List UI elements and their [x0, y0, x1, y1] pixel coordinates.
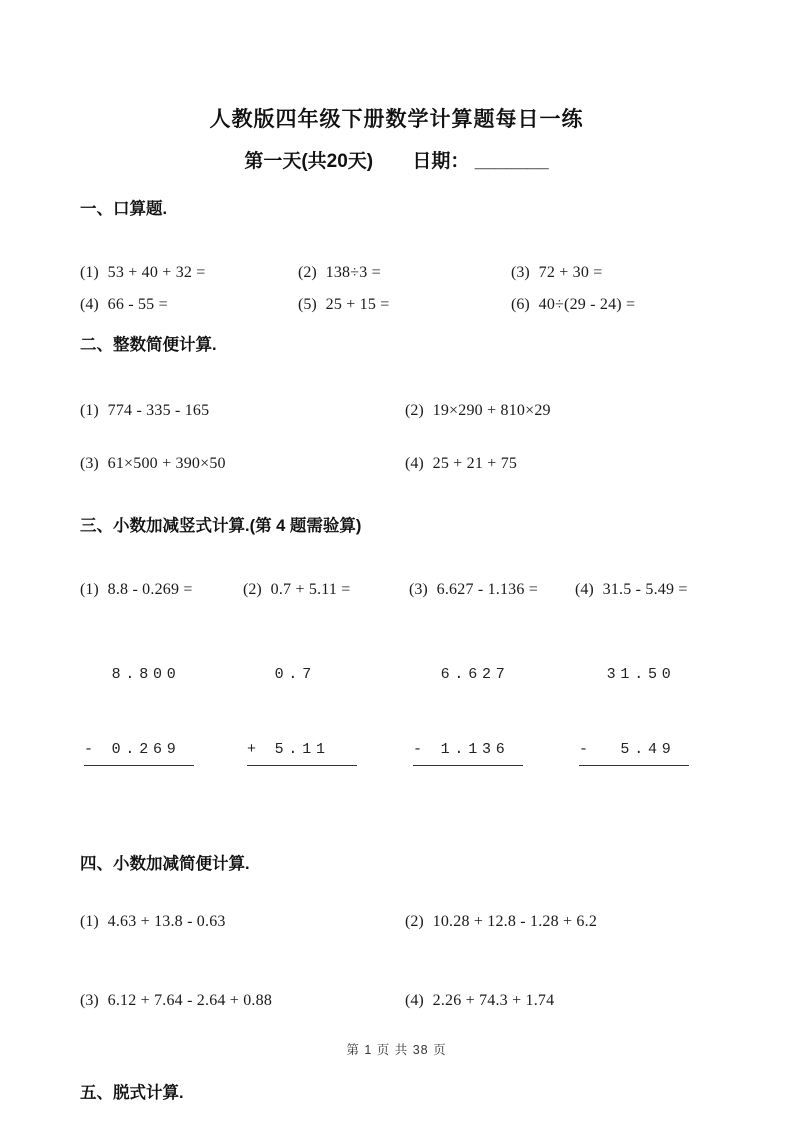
page-subtitle	[80, 149, 713, 175]
stack-bottom-operand: - 0.269	[84, 737, 194, 766]
vertical-problems-grid	[80, 579, 713, 600]
vertical-problem-3	[409, 579, 575, 600]
problem-expression: 66 - 55 =	[107, 296, 168, 313]
oral-problem-4	[80, 294, 298, 315]
problem-number: (1)	[80, 264, 99, 281]
problem-expression: 138÷3 =	[325, 264, 381, 281]
oral-problem-5	[298, 294, 511, 315]
subtitle-day: 第一天(共20天)	[244, 151, 374, 172]
problem-expression: 6.12 + 7.64 - 2.64 + 0.88	[107, 992, 273, 1009]
problem-number: (2)	[405, 402, 424, 419]
problem-expression: 4.63 + 13.8 - 0.63	[107, 913, 226, 930]
vertical-stacks-grid	[80, 612, 713, 816]
vertical-stack-cell	[80, 612, 243, 816]
vertical-problem-4	[575, 579, 713, 600]
integer-problem-3	[80, 453, 405, 474]
problem-expression: 31.5 - 5.49 =	[602, 581, 688, 598]
problem-number: (4)	[80, 296, 99, 313]
problem-number: (4)	[405, 992, 424, 1009]
problem-number: (1)	[80, 581, 99, 598]
vertical-stack-cell	[243, 612, 409, 816]
date-blank-line: _______	[474, 151, 549, 172]
problem-expression: 61×500 + 390×50	[107, 455, 226, 472]
problem-expression: 2.26 + 74.3 + 1.74	[432, 992, 555, 1009]
vertical-problem-1	[80, 579, 243, 600]
section-step-heading: 五、脱式计算.	[80, 1084, 184, 1102]
problem-expression: 8.8 - 0.269 =	[107, 581, 193, 598]
decimal-problem-3	[80, 990, 405, 1011]
stack-top-operand: 8.800	[84, 666, 181, 683]
oral-problem-2	[298, 262, 511, 283]
stack-top-operand: 31.50	[579, 666, 676, 683]
vertical-calc-stack-1	[84, 612, 194, 816]
integer-problem-1	[80, 400, 405, 421]
problem-number: (4)	[405, 455, 424, 472]
problem-expression: 72 + 30 =	[538, 264, 603, 281]
problem-number: (3)	[511, 264, 530, 281]
page-footer: 第 1 页 共 38 页	[346, 1043, 447, 1057]
stack-bottom-operand: - 5.49	[579, 737, 689, 766]
decimal-problem-4	[405, 990, 713, 1011]
integer-problem-2	[405, 400, 713, 421]
problem-number: (2)	[298, 264, 317, 281]
problem-number: (2)	[405, 913, 424, 930]
vertical-stack-cell	[409, 612, 575, 816]
problem-number: (1)	[80, 402, 99, 419]
problem-expression: 53 + 40 + 32 =	[107, 264, 206, 281]
problem-expression: 19×290 + 810×29	[432, 402, 551, 419]
section-decimal-heading: 四、小数加减简便计算.	[80, 855, 250, 873]
stack-top-operand: 6.627	[413, 666, 510, 683]
page-title: 人教版四年级下册数学计算题每日一练	[209, 108, 584, 131]
oral-problem-3	[511, 262, 713, 283]
problem-number: (2)	[243, 581, 262, 598]
oral-problem-1	[80, 262, 298, 283]
problem-expression: 774 - 335 - 165	[107, 402, 210, 419]
problem-expression: 10.28 + 12.8 - 1.28 + 6.2	[432, 913, 598, 930]
integer-problem-4	[405, 453, 713, 474]
problem-number: (5)	[298, 296, 317, 313]
vertical-calc-stack-2	[247, 612, 357, 816]
problem-number: (3)	[409, 581, 428, 598]
problem-expression: 25 + 15 =	[325, 296, 390, 313]
section-integer-heading: 二、整数简便计算.	[80, 336, 217, 354]
problem-number: (4)	[575, 581, 594, 598]
problem-number: (3)	[80, 992, 99, 1009]
decimal-problem-1	[80, 911, 405, 932]
stack-top-operand: 0.7	[247, 666, 317, 683]
vertical-calc-stack-3	[413, 612, 523, 816]
oral-problem-6	[511, 294, 713, 315]
decimal-problem-2	[405, 911, 713, 932]
problem-expression: 0.7 + 5.11 =	[270, 581, 351, 598]
problem-expression: 25 + 21 + 75	[432, 455, 518, 472]
integer-problems-grid	[80, 400, 713, 474]
problem-number: (3)	[80, 455, 99, 472]
decimal-problems-grid	[80, 911, 713, 1011]
problem-number: (6)	[511, 296, 530, 313]
vertical-problem-2	[243, 579, 409, 600]
problem-expression: 40÷(29 - 24) =	[538, 296, 636, 313]
date-label: 日期：	[412, 151, 470, 172]
problem-number: (1)	[80, 913, 99, 930]
stack-bottom-operand: - 1.136	[413, 737, 523, 766]
oral-problems-grid	[80, 262, 713, 315]
vertical-stack-cell	[575, 612, 713, 816]
section-oral-heading: 一、口算题.	[80, 200, 168, 218]
problem-expression: 6.627 - 1.136 =	[436, 581, 539, 598]
vertical-calc-stack-4	[579, 612, 689, 816]
stack-bottom-operand: + 5.11	[247, 737, 357, 766]
section-vertical-heading: 三、小数加减竖式计算.(第 4 题需验算)	[80, 517, 362, 535]
